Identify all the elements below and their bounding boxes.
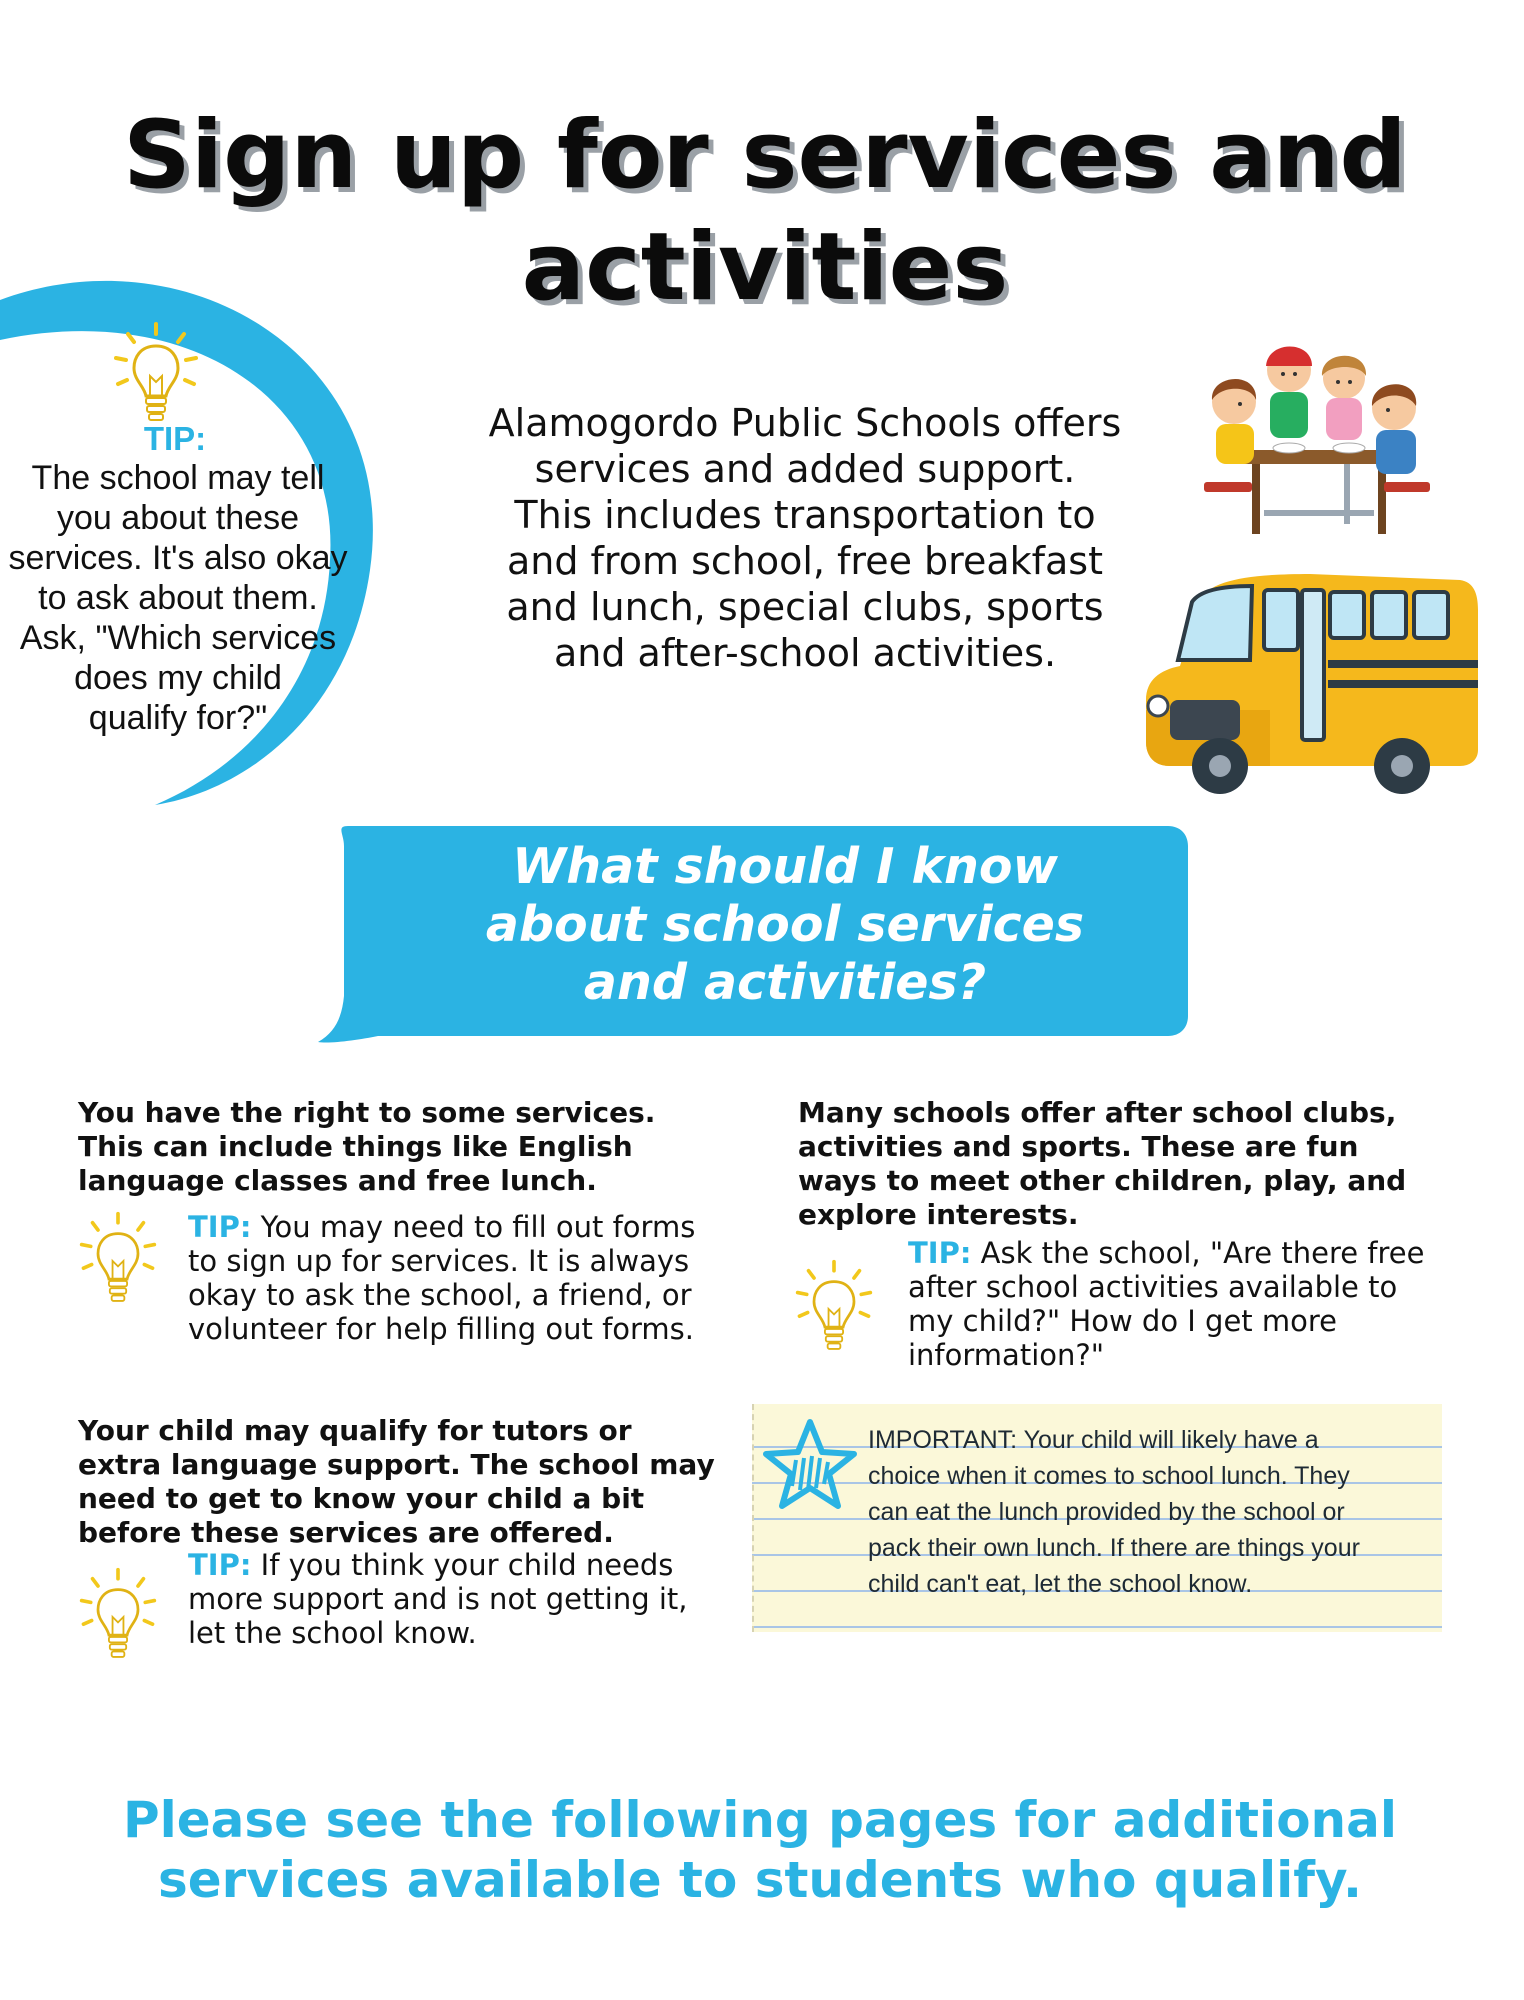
star-icon: [760, 1416, 860, 1516]
tip-label: TIP:: [908, 1236, 972, 1270]
support-tip: [188, 1548, 708, 1650]
tip-line: qualify for?": [88, 699, 268, 737]
question-line: and activities?: [583, 954, 987, 1011]
lightbulb-icon: [76, 1566, 160, 1666]
clubs-heading: Many schools offer after school clubs, activities and sports. These are fun ways to meet other children, play, and explore interests.: [798, 1096, 1407, 1231]
lightbulb-icon: [76, 1210, 160, 1310]
tip-line: Ask, "Which services: [19, 619, 337, 657]
question-line: What should I know: [512, 838, 1058, 895]
tip-body: Ask the school, "Are there free after school activities available to my child?" How do I get more information?": [908, 1236, 1425, 1372]
intro-line: and from school, free breakfast: [506, 539, 1103, 583]
intro-line: and lunch, special clubs, sports: [506, 585, 1104, 629]
intro-line: services and added support.: [534, 447, 1076, 491]
intro-line: This includes transportation to: [514, 493, 1096, 537]
footer-note: [110, 1790, 1410, 1910]
tip-body: You may need to fill out forms to sign up for services. It is always okay to ask the school, a friend, or volunteer for help filling out forms.: [188, 1210, 696, 1346]
intro-paragraph: [440, 400, 1170, 676]
title-line-2: activities: [521, 213, 1009, 322]
footer-line: Please see the following pages for additional: [122, 1791, 1398, 1849]
tip-text: [0, 458, 358, 738]
tip-line: to ask about them.: [38, 579, 318, 617]
tip-line: does my child: [74, 659, 282, 697]
intro-line: and after-school activities.: [553, 631, 1057, 675]
tip-line: services. It's also okay: [8, 539, 348, 577]
note-line: can eat the lunch provided by the school or: [868, 1498, 1345, 1526]
note-line: choice when it comes to school lunch. They: [868, 1462, 1350, 1490]
rights-heading: You have the right to some services. This can include things like English language classes and free lunch.: [78, 1096, 656, 1197]
important-note-text: [868, 1422, 1448, 1602]
lightbulb-icon: [110, 320, 202, 430]
activities-tip: [908, 1236, 1428, 1372]
forms-tip: [188, 1210, 718, 1346]
school-bus-illustration: [1140, 560, 1480, 810]
tip-label: TIP:: [188, 1210, 252, 1244]
question-line: about school services: [485, 896, 1085, 953]
note-line: pack their own lunch. If there are things your: [868, 1534, 1360, 1562]
tutors-heading: Your child may qualify for tutors or extra language support. The school may need to get to know your child a bit before these services are offered.: [78, 1414, 715, 1549]
tip-line: you about these: [57, 499, 299, 537]
note-line: IMPORTANT: Your child will likely have a: [868, 1426, 1319, 1454]
tip-label: TIP:: [143, 420, 207, 457]
lightbulb-icon: [792, 1258, 876, 1358]
tip-label: TIP:: [188, 1548, 252, 1582]
title-line-1: Sign up for services and: [123, 101, 1407, 210]
footer-line: services available to students who qualify.: [157, 1851, 1363, 1909]
tip-body: If you think your child needs more support and is not getting it, let the school know.: [188, 1548, 688, 1650]
tip-line: The school may tell: [31, 459, 325, 497]
children-eating-illustration: [1194, 330, 1434, 540]
question-heading: [370, 838, 1200, 1012]
note-line: child can't eat, let the school know.: [868, 1570, 1253, 1598]
intro-line: Alamogordo Public Schools offers: [488, 401, 1122, 445]
